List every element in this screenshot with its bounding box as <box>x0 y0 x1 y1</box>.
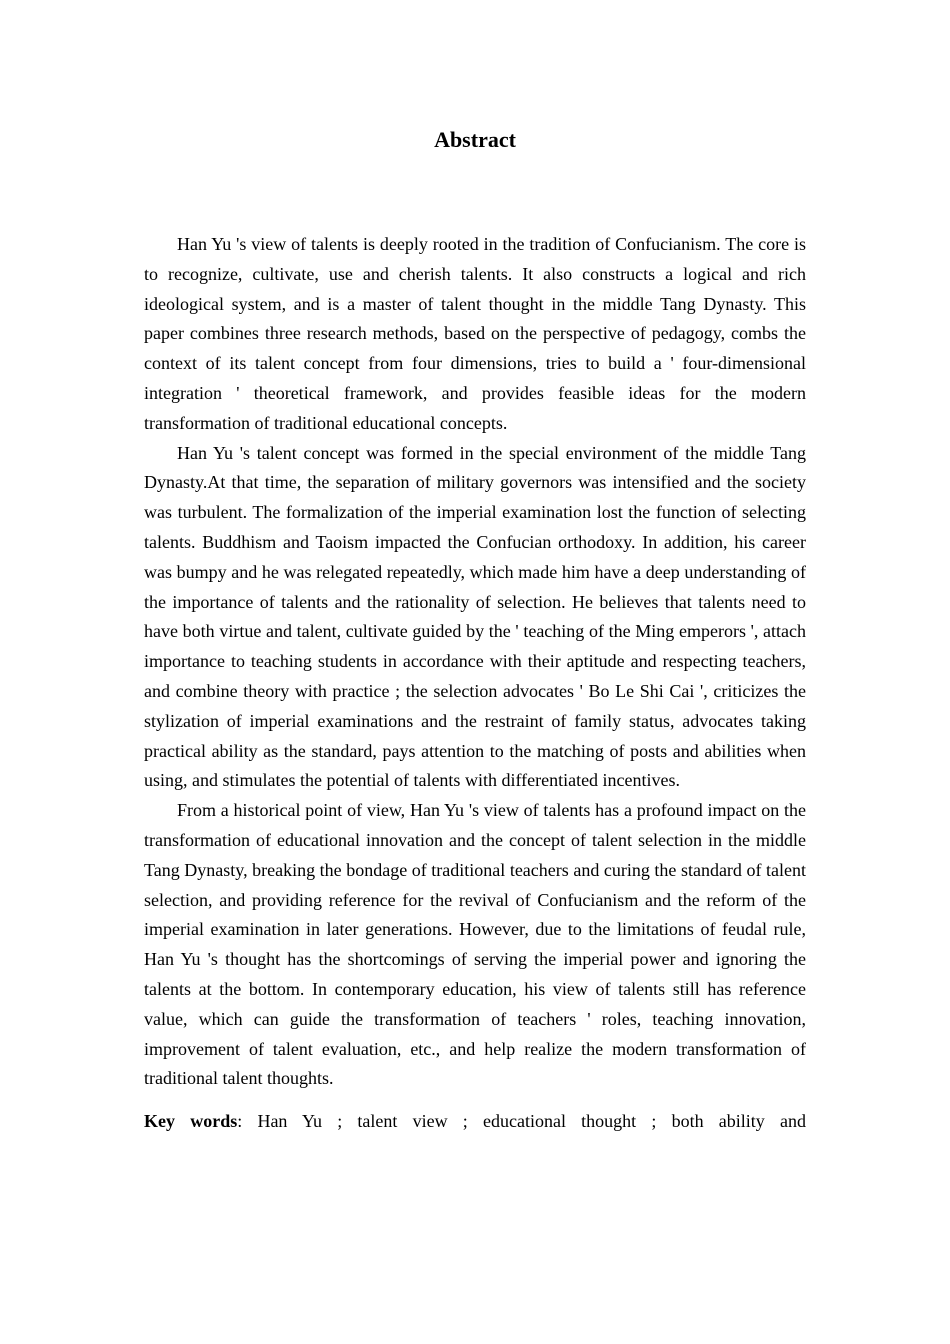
keywords-text: Han Yu ; talent view ; educational thought ; both ability and <box>242 1111 806 1132</box>
abstract-paragraph-3: From a historical point of view, Han Yu 's view of talents has a profound impact on the transformation of educational innovation and the concept of talent selection in the middle Tang Dynasty, breaking the bondage of traditional teachers and curing the standard of talent selection, and providing reference for the revival of Confucianism and the reform of the imperial examination in later generations. However, due to the limitations of feudal rule, Han Yu 's thought has the shortcomings of serving the imperial power and ignoring the talents at the bottom. In contemporary education, his view of talents still has reference value, which can guide the transformation of teachers ' roles, teaching innovation, improvement of talent evaluation, etc., and help realize the modern transformation of traditional talent thoughts. <box>144 800 806 1089</box>
abstract-paragraph-2: Han Yu 's talent concept was formed in the special environment of the middle Tang Dynasty.At that time, the separation of military governors was intensified and the society was turbulent. The formalization of the imperial examination lost the function of selecting talents. Buddhism and Taoism impacted the Confucian orthodoxy. In addition, his career was bumpy and he was relegated repeatedly, which made him have a deep understanding of the importance of talents and the rationality of selection. He believes that talents need to have both virtue and talent, cultivate guided by the ' teaching of the Ming emperors ', attach importance to teaching students in accordance with their aptitude and respecting teachers, and combine theory with practice ; the selection advocates ' Bo Le Shi Cai ', criticizes the stylization of imperial examinations and the restraint of family status, advocates taking practical ability as the standard, pays attention to the matching of posts and abilities when using, and stimulates the potential of talents with differentiated incentives. <box>144 442 806 791</box>
keywords-line <box>144 1107 806 1137</box>
abstract-paragraph-1: Han Yu 's view of talents is deeply rooted in the tradition of Confucianism. The core is to recognize, cultivate, use and cherish talents. It also constructs a logical and rich ideological system, and is a master of talent thought in the middle Tang Dynasty. This paper combines three research methods, based on the perspective of pedagogy, combs the context of its talent concept from four dimensions, tries to build a ' four-dimensional integration ' theoretical framework, and provides feasible ideas for the modern transformation of traditional educational concepts. <box>144 234 806 433</box>
abstract-title: Abstract <box>434 127 516 152</box>
abstract-body <box>144 230 806 1137</box>
keywords-label: Key words <box>144 1111 238 1132</box>
keywords-separator: : <box>237 1111 243 1132</box>
